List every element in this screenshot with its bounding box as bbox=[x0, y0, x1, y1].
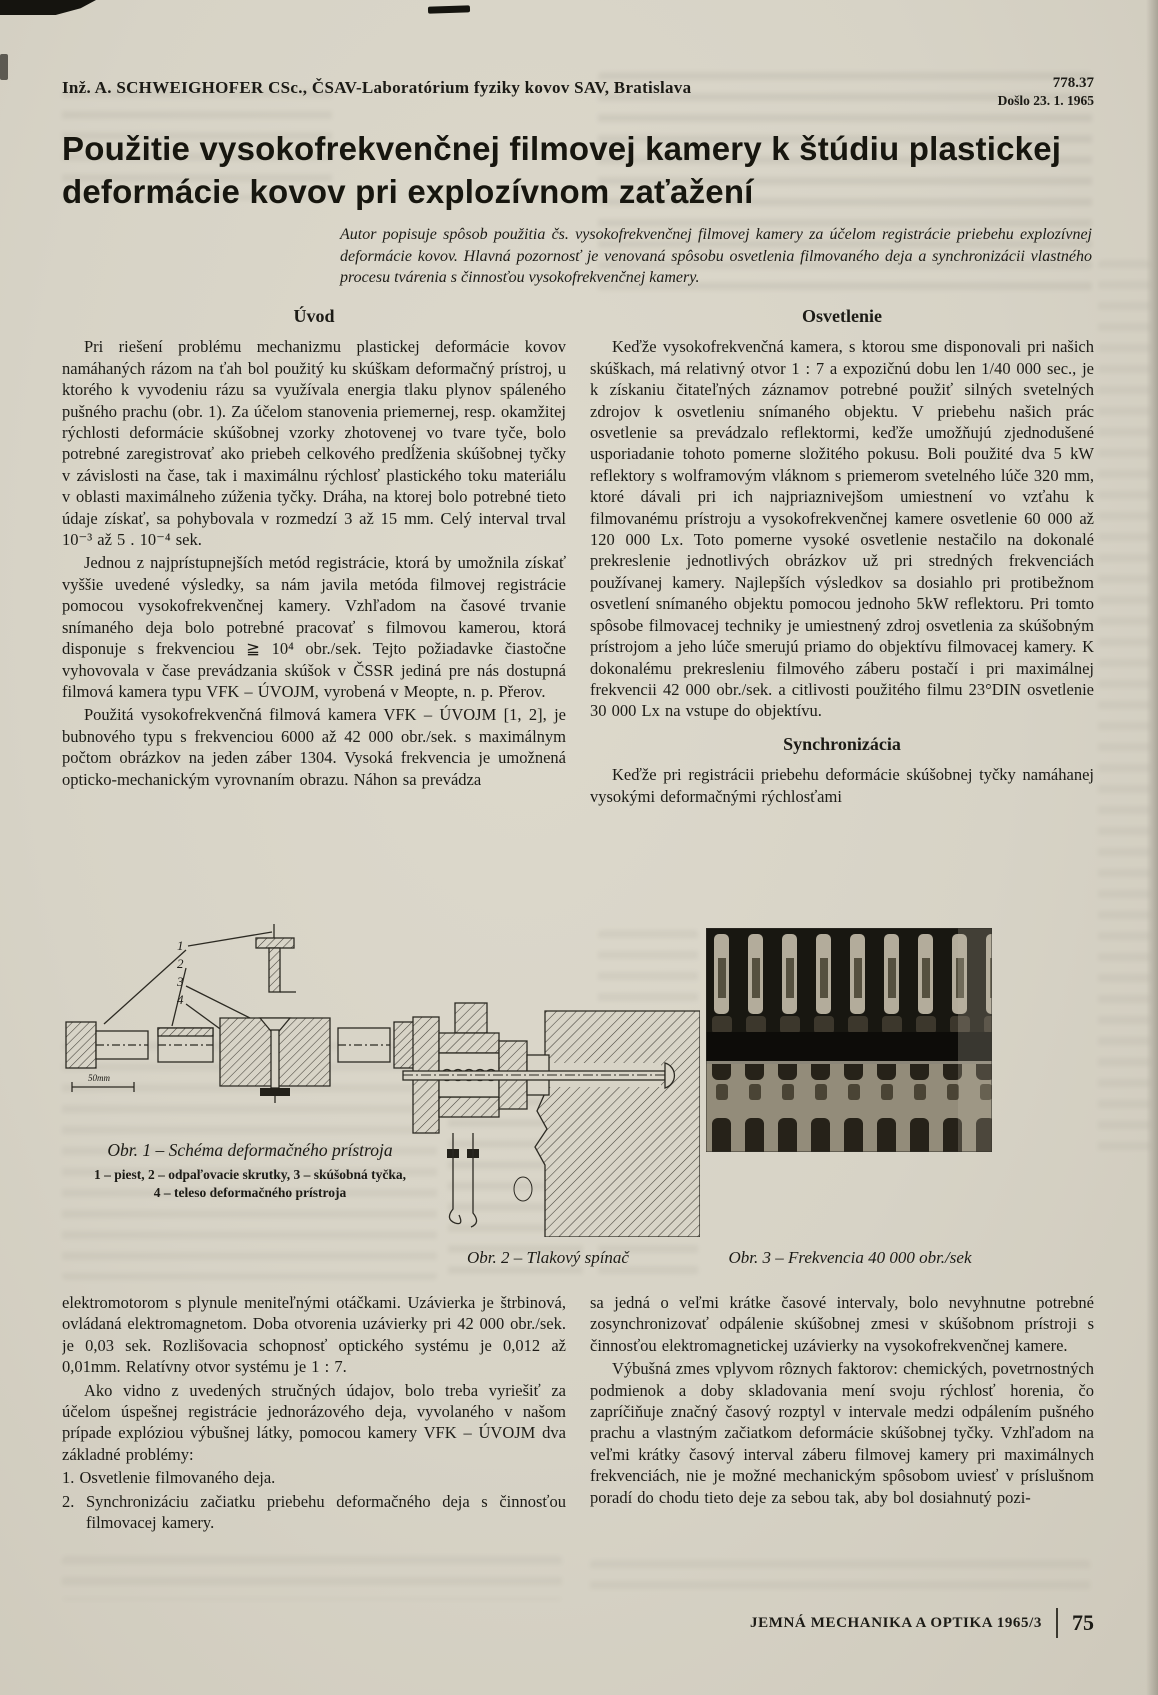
lighting-paragraph: Keďže vysokofrekvenčná kamera, s ktorou sme disponovali pri našich skúškach, má relativný otvor 1 : 7 a expozičnú dobu len 1/40 000 sec., je k získaniu čitateľných záznamov potrebné použiť silných svetelných zdrojov k osvetleniu snímaného objektu. V priebehu našich prác osvetlenie sa prevádzalo reflektormi, keďže umožňujú zjednodušené usporiadanie tohoto pomerne složitého pokusu. Boli použité dva 5 kW reflektory s wolframovým vláknom s priemerom svetelného lúče 320 mm, ktoré dávali pri ich najpriaznivejšom umiestnení vo vzťahu k filmovanému prístroju a vysokofrekvenčnej kamere osvetlenie 60 000 až 120 000 Lx. Toto pomerne vysoké osvetlenie nestačilo na dokonalé prekreslenie jednotlivých obrázkov už pri stredných frekvenciách používanej kamery. Najlepších výsledkov sa dosiahlo pri protibežnom osvetlení snímaného objektu pomocou jednoho 5kW reflektoru. Pri tomto spôsobe filmovacej techniky je umiestnený zdroj osvetlenia za skúšobným prístrojom a jeho lúče smerujú priamo do objektívu filmovacej kamery. K dokonalému prekresleniu filmového záberu postačí i pri maximálnej frekvencii 42 000 obr./sek. a citlivosti použitého filmu 23°DIN osvetlenie 30 000 Lx na vstupe do objektívu. bbox=[590, 337, 1094, 721]
section-heading-synchronizacia: Synchronizácia bbox=[783, 733, 901, 754]
article-title-line1: Použitie vysokofrekvenčnej filmovej kamery k štúdiu plastickej bbox=[62, 130, 1062, 167]
sync-paragraph: Keďže pri registrácii priebehu deformácie skúšobnej tyčky namáhanej vysokými deformačnými rýchlosťami bbox=[590, 765, 1094, 806]
udc-block bbox=[998, 74, 1094, 110]
fig3-caption: Obr. 3 – Frekvencia 40 000 obr./sek bbox=[728, 1248, 972, 1267]
author-affiliation-line: Inž. A. SCHWEIGHOFER CSc., ČSAV-Laboratórium fyziky kovov SAV, Bratislava bbox=[62, 78, 692, 97]
fig1-callout-4: 4 bbox=[177, 992, 184, 1007]
column-lighting-sync bbox=[590, 300, 1094, 924]
fig2-caption: Obr. 2 – Tlakový spínač bbox=[467, 1248, 629, 1267]
fig1-callout-2: 2 bbox=[177, 956, 184, 971]
article-title bbox=[62, 128, 1072, 214]
section-heading-osvetlenie: Osvetlenie bbox=[802, 306, 882, 326]
explosive-mixture-paragraph: Výbušná zmes vplyvom rôznych faktorov: chemických, povetrnostných podmienok a doby skladovania mení svoju rýchlosť horenia, čo zapríčiňuje značný časový rozptyl v intervale medzi odpálením pušného prachu a vlastným začiatkom deformácie skúšobnej tyčky. Vzhľadom na veľmi krátky časový interval záberu filmovej kamery pri maximálnych frekvenciách, nie je možné mechanickým spôsobom uviesť v príslušnom poradí do chodu tieto deje za sebou tak, aby bol dosiahnutý pozi- bbox=[590, 1359, 1094, 1507]
article-abstract: Autor popisuje spôsob použitia čs. vysokofrekvenčnej filmovej kamery za účelom registrácie priebehu explozívnej deformácie kovov. Hlavná pozornosť je venovaná spôsobu osvetlenia filmovaného deja a synchronizácii vlastného procesu tvárenia s činnosťou vysokofrekvenčnej kamery. bbox=[340, 226, 1092, 286]
article-title-line2: deformácie kovov pri explozívnom zaťažení bbox=[62, 172, 754, 210]
fig1-deformation-apparatus-drawing bbox=[60, 924, 440, 1104]
intro-paragraph-2: Jednou z najprístupnejších metód registrácie, ktorá by umožnila získať vyššie uvedené výsledky, sa nám javila metóda filmovej registrácie pomocou vysokofrekvenčnej kamery. Vzhľadom na časové trvanie snímaného deja bolo potrebné pracovať s filmovou kamerou, ktorá disponuje s frekvenciou ≧ 10⁴ obr./sek. Tejto požiadavke čiastočne vyhovovala v čase prevádzania skúšok v ČSSR jediná pre nás dostupná filmová kamera typu VFK – ÚVOJM, vyrobená v Meopte, n. p. Přerov. bbox=[62, 553, 566, 701]
fig1-callout-1: 1 bbox=[177, 938, 184, 953]
fig1-scale-label: 50mm bbox=[88, 1073, 110, 1083]
fig1-legend-line2: 4 – teleso deformačného prístroja bbox=[153, 1184, 347, 1200]
fig2-pressure-switch-drawing bbox=[395, 925, 700, 1237]
column-intro bbox=[62, 300, 566, 924]
bleedthrough-ghost bbox=[1098, 260, 1150, 1160]
column-bottom-left bbox=[62, 1292, 566, 1598]
received-date: Došlo 23. 1. 1965 bbox=[997, 92, 1094, 108]
problem-item-1: 1. Osvetlenie filmovaného deja. bbox=[62, 1468, 276, 1488]
scan-corner-mark bbox=[0, 0, 96, 15]
scan-edge-smudge bbox=[0, 54, 8, 80]
fig1-legend-line1: 1 – piest, 2 – odpaľovacie skrutky, 3 – skúšobná tyčka, bbox=[93, 1167, 406, 1182]
page-footer bbox=[750, 1608, 1094, 1638]
fig1-callout-3: 3 bbox=[177, 974, 184, 989]
problem-item-2: 2. Synchronizáciu začiatku priebehu deformačného deja s činnosťou filmovacej kamery. bbox=[62, 1491, 566, 1533]
scan-dash-mark bbox=[428, 5, 470, 13]
page-number: 75 bbox=[1072, 1610, 1094, 1635]
sync-continuation-paragraph: sa jedná o veľmi krátke časové intervaly, bolo nevyhnutne potrebné zosynchronizovať odpálenie skúšobnej zmesi v skúšobnom prístroji s činnosťou elektromagnetickej uzávierky na vysokofrekvenčnej kamere. bbox=[590, 1293, 1094, 1355]
fig3-film-strip-photo bbox=[706, 928, 992, 1152]
intro-paragraph-1: Pri riešení problému mechanizmu plastickej deformácie kovov namáhaných rázom na ťah bol použitý ku skúškam deformačný prístroj, u ktorého k vyvodeniu rázu sa využívala energia tlaku plynov spáleného pušného prachu (obr. 1). Za účelom stanovenia priemernej, resp. okamžitej rýchlosti deformácie skúšobnej vzorky zhotovenej vo tvare tyče, bolo potrebné zaregistrovať ako priebeh celkového predĺženia skúšobnej tyčky v závislosti na čase, tak i maximálnu rýchlosť plastického toku materiálu v oblasti maximálneho zúženia tyčky. Dráha, na ktorej bolo potrebné tieto údaje získať, sa pohybovala v rozmedzí 3 až 15 mm. Celý interval trval 10⁻³ až 5 . 10⁻⁴ sek. bbox=[62, 337, 566, 550]
fig1-caption: Obr. 1 – Schéma deformačného prístroja bbox=[107, 1140, 393, 1160]
problems-intro-paragraph: Ako vidno z uvedených stručných údajov, bolo treba vyriešiť za účelom úspešnej registrácie jednorázového deja, vyvolaného v našom prípade explóziou výbušnej látky, pomocou kamery VFK – ÚVOJM dva základné problémy: bbox=[62, 1380, 566, 1464]
scan-edge-shade bbox=[1146, 0, 1158, 1695]
footer-divider bbox=[1056, 1608, 1058, 1638]
intro-paragraph-3: Použitá vysokofrekvenčná filmová kamera VFK – ÚVOJM [1, 2], je bubnového typu s frekvenciou 6000 až 42 000 obr./sek. s maximálnym počtom obrázkov na jeden záber 1304. Vysoká frekvencia je umožnená opticko-mechanickým vyrovnaním obrazu. Náhon sa prevádza bbox=[62, 705, 566, 789]
section-heading-uvod: Úvod bbox=[293, 306, 335, 326]
column-bottom-right bbox=[590, 1292, 1094, 1604]
journal-name: JEMNÁ MECHANIKA A OPTIKA 1965/3 bbox=[750, 1614, 1042, 1631]
udc-number: 778.37 bbox=[1052, 75, 1094, 91]
camera-specs-paragraph: elektromotorom s plynule meniteľnými otáčkami. Uzávierka je štrbinová, ovládaná elektromagnetom. Doba otvorenia uzávierky pri 42 000 obr./sek. je 0,03 sek. Rozlišovacia schopnosť optického systému je 0,012 až 0,01mm. Relatívny otvor systému je 1 : 7. bbox=[62, 1293, 566, 1377]
